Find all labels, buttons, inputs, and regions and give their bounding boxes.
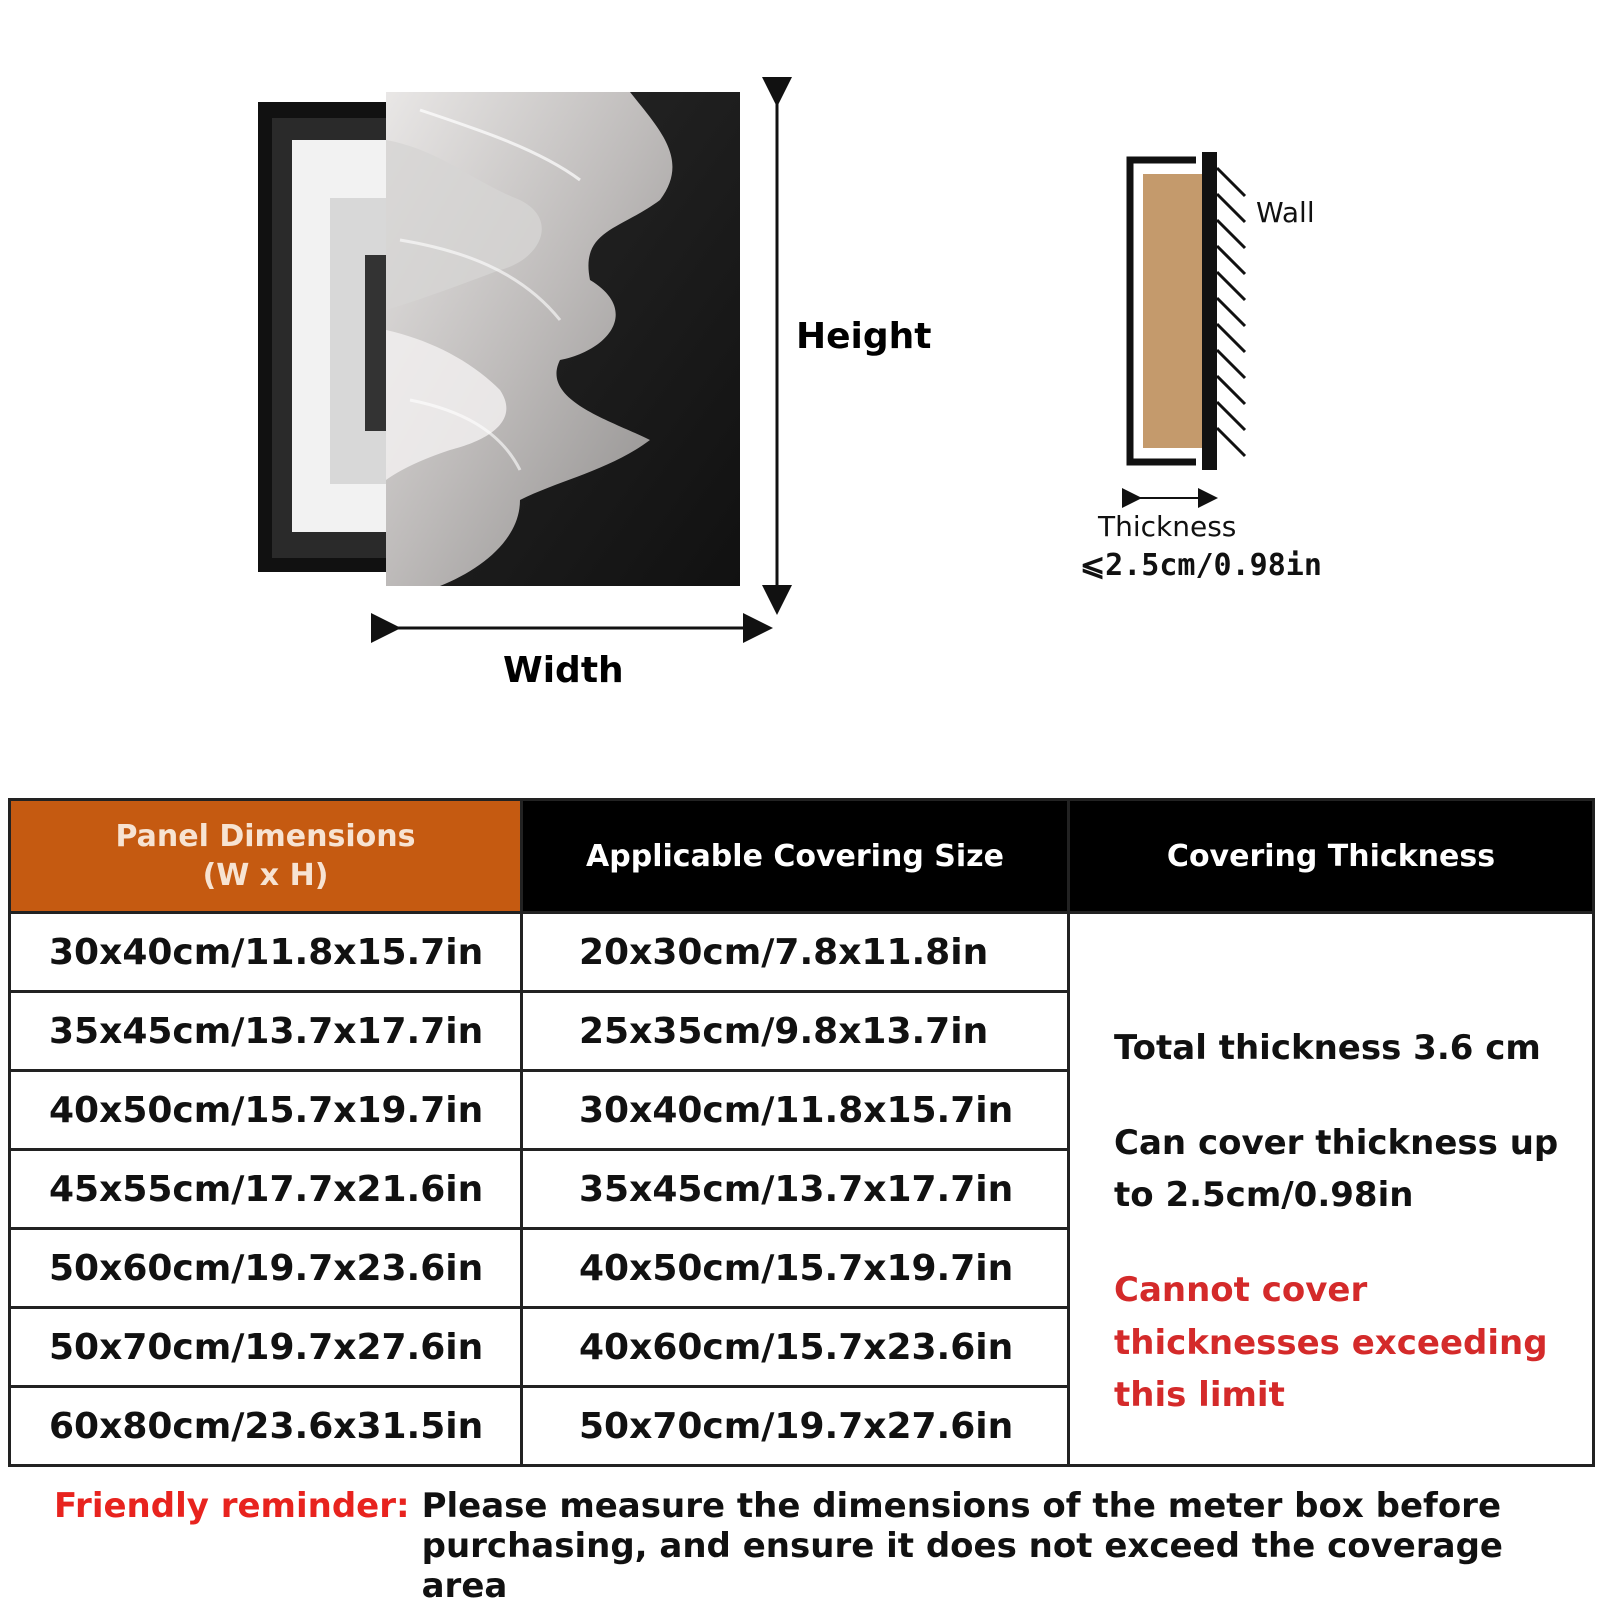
panel-size-cell: 60x80cm/23.6x31.5in xyxy=(10,1387,522,1466)
header-panel-dimensions xyxy=(10,800,522,913)
panel-size-cell: 45x55cm/17.7x21.6in xyxy=(10,1150,522,1229)
wall-line xyxy=(1202,152,1217,470)
reminder-text: Please measure the dimensions of the meter box before purchasing, and ensure it does not exceed the coverage area xyxy=(421,1486,1503,1606)
panel-size-cell: 50x60cm/19.7x23.6in xyxy=(10,1229,522,1308)
width-label: Width xyxy=(503,650,624,691)
panel-size-cell: 35x45cm/13.7x17.7in xyxy=(10,992,522,1071)
covering-size-cell: 40x50cm/15.7x19.7in xyxy=(522,1229,1069,1308)
thickness-label: Thickness xyxy=(1098,510,1237,543)
header-panel-dimensions-sub: (W x H) xyxy=(202,858,329,893)
product-illustration xyxy=(0,0,1601,780)
table-row xyxy=(10,913,1594,992)
table-header-row xyxy=(10,800,1594,913)
limit-warning-text: Cannot cover thicknesses exceeding this limit xyxy=(1114,1270,1548,1416)
wall-hatching xyxy=(1217,168,1245,456)
panel-size-cell: 40x50cm/15.7x19.7in xyxy=(10,1071,522,1150)
covering-size-cell: 40x60cm/15.7x23.6in xyxy=(522,1308,1069,1387)
header-covering-size: Applicable Covering Size xyxy=(522,800,1069,913)
can-cover-text: Can cover thickness up to 2.5cm/0.98in xyxy=(1114,1122,1559,1216)
dimension-table xyxy=(8,798,1595,1467)
friendly-reminder xyxy=(54,1486,1574,1606)
header-covering-thickness: Covering Thickness xyxy=(1069,800,1594,913)
panel-cross-section xyxy=(1143,174,1203,448)
height-label: Height xyxy=(796,316,932,357)
covering-size-cell: 20x30cm/7.8x11.8in xyxy=(522,913,1069,992)
total-thickness-text: Total thickness 3.6 cm xyxy=(1114,1028,1541,1068)
wall-profile-diagram xyxy=(1130,152,1245,498)
thickness-notes-cell xyxy=(1069,913,1594,1466)
artwork-panel xyxy=(386,92,740,586)
panel-size-cell: 50x70cm/19.7x27.6in xyxy=(10,1308,522,1387)
covering-size-cell: 50x70cm/19.7x27.6in xyxy=(522,1387,1069,1466)
header-panel-dimensions-title: Panel Dimensions xyxy=(115,819,416,854)
covering-size-cell: 35x45cm/13.7x17.7in xyxy=(522,1150,1069,1229)
covering-size-cell: 30x40cm/11.8x15.7in xyxy=(522,1071,1069,1150)
thickness-value: ⩽2.5cm/0.98in xyxy=(1080,548,1322,583)
covering-size-cell: 25x35cm/9.8x13.7in xyxy=(522,992,1069,1071)
wall-label: Wall xyxy=(1256,196,1315,229)
reminder-label: Friendly reminder: xyxy=(54,1486,410,1526)
panel-size-cell: 30x40cm/11.8x15.7in xyxy=(10,913,522,992)
